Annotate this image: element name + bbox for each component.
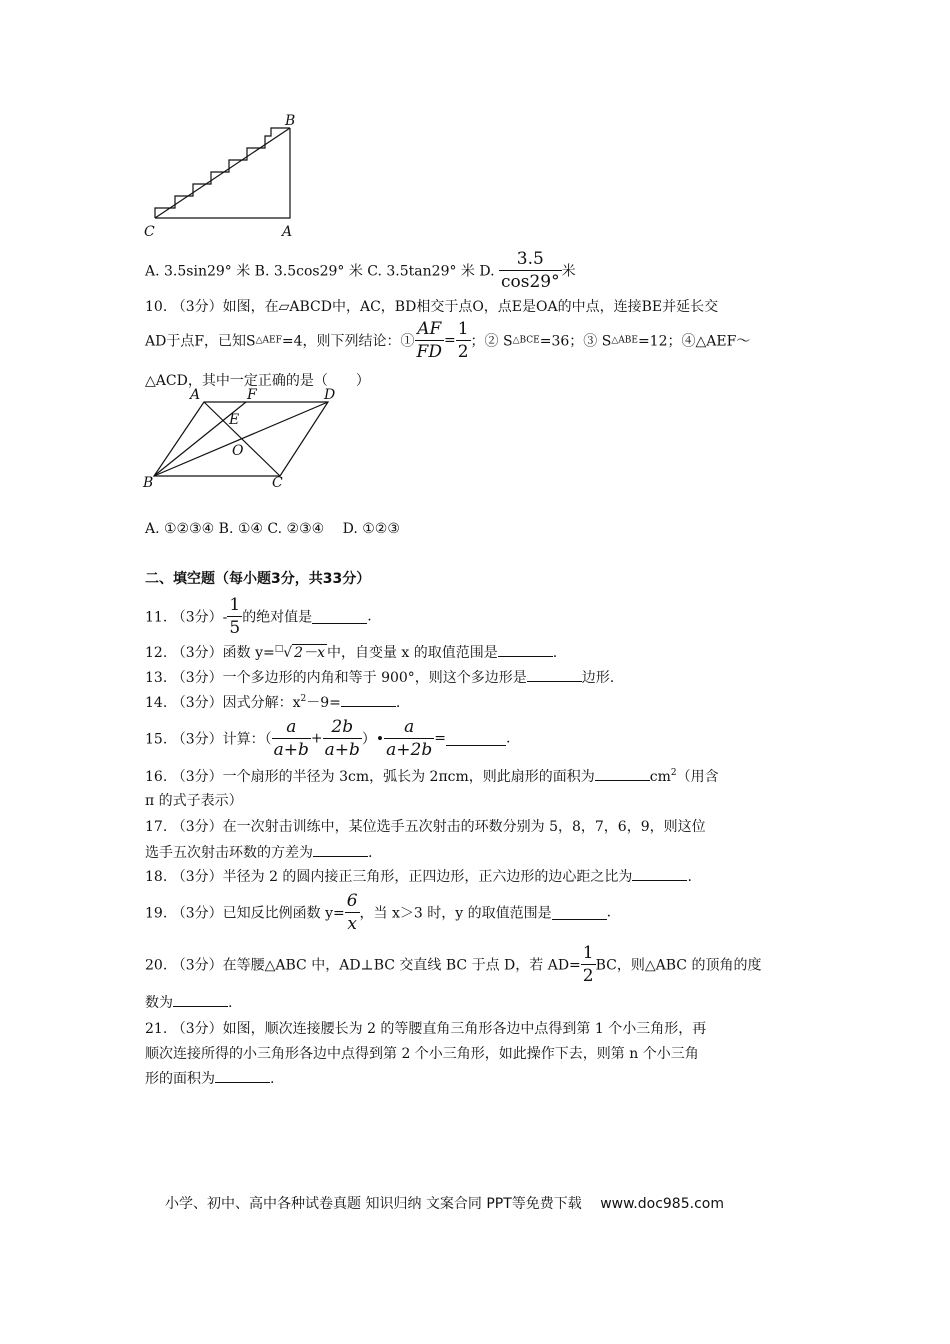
q16-sup: 2 bbox=[670, 768, 677, 778]
q13-pre: 13. （3分）一个多边形的内角和等于 900°，则这个多边形是 bbox=[145, 670, 527, 686]
q9-options bbox=[145, 248, 576, 293]
q21-line2: 顺次连接所得的小三角形各边中点得到第 2 个小三角形，如此操作下去，则第 n 个小三角 bbox=[145, 1046, 699, 1062]
q15-fraction2 bbox=[323, 716, 362, 761]
q12-pre: 12. （3分）函数 y= bbox=[145, 645, 275, 661]
q13 bbox=[145, 667, 614, 687]
q9-options-abc: A. 3.5sin29° 米 B. 3.5cos29° 米 C. 3.5tan29° 米 D. bbox=[145, 263, 495, 280]
q21-line1: 21. （3分）如图，顺次连接腰长为 2 的等腰直角三角形各边中点得到第 1 个小三角形，再 bbox=[145, 1021, 707, 1037]
q16-line1 bbox=[145, 766, 719, 786]
q20-line2-pre: 数为 bbox=[145, 995, 173, 1011]
q11-post: 的绝对值是 bbox=[242, 609, 313, 626]
q10-half-numerator: 1 bbox=[457, 319, 469, 339]
q10-text-c: ；② S bbox=[470, 333, 513, 350]
q13-answer-blank bbox=[527, 667, 582, 682]
q10-ratio-fraction bbox=[415, 318, 444, 363]
q18-answer-blank bbox=[632, 866, 687, 881]
q20-end: . bbox=[228, 995, 233, 1011]
q10-sub-bce: △BCE bbox=[512, 335, 540, 346]
q19-answer-blank bbox=[552, 905, 607, 920]
q12-root-index: □ bbox=[274, 644, 284, 654]
diagonal-bd bbox=[154, 402, 328, 476]
q14-end: . bbox=[395, 695, 401, 711]
q19-numerator: 6 bbox=[346, 891, 358, 911]
section2-heading: 二、填空题（每小题3分，共33分） bbox=[145, 571, 371, 587]
q15-f1-numerator: a bbox=[272, 716, 311, 739]
q15-mid: ）• bbox=[361, 731, 385, 748]
q16-line2: π 的式子表示） bbox=[145, 793, 243, 809]
q15-f1-denominator: a+b bbox=[273, 740, 309, 760]
q20-numerator: 1 bbox=[582, 943, 594, 963]
q15-eq: = bbox=[434, 730, 446, 747]
q11-denominator: 5 bbox=[229, 618, 241, 638]
q13-post: 边形. bbox=[581, 670, 615, 686]
q15 bbox=[145, 716, 510, 761]
q10-line1: 10. （3分）如图，在▱ABCD中，AC，BD相交于点O，点E是OA的中点，连接BE并延长交 bbox=[145, 299, 719, 315]
q10-half-denominator: 2 bbox=[457, 342, 469, 362]
q10-text-b: =4，则下列结论：① bbox=[281, 333, 415, 350]
label-a: A bbox=[190, 387, 201, 403]
q14-pre: 14. （3分）因式分解：x bbox=[145, 695, 301, 711]
q10-options: A. ①②③④ B. ①④ C. ②③④ D. ①②③ bbox=[145, 521, 400, 537]
q12-post: 中，自变量 x 的取值范围是 bbox=[326, 645, 498, 661]
q20-denominator: 2 bbox=[582, 966, 594, 986]
q10-ratio-denominator: FD bbox=[416, 342, 442, 362]
q11-numerator: 1 bbox=[229, 595, 241, 615]
q15-pre: 15. （3分）计算：（ bbox=[145, 731, 272, 748]
q20-post: BC，则△ABC 的顶角的度 bbox=[595, 957, 762, 974]
q9-d-denominator: cos29° bbox=[501, 272, 560, 292]
label-o: O bbox=[232, 443, 244, 459]
q20-line2 bbox=[145, 992, 232, 1012]
q19 bbox=[145, 890, 611, 935]
q10-eq: = bbox=[443, 332, 456, 349]
q15-f3-denominator: a+2b bbox=[386, 740, 433, 760]
q10-text-d: =36；③ S bbox=[539, 333, 612, 350]
q17-answer-blank bbox=[313, 842, 368, 857]
q19-end: . bbox=[606, 904, 612, 921]
q20-line1 bbox=[145, 942, 761, 987]
q10-line2 bbox=[145, 318, 750, 363]
parallelogram-figure bbox=[140, 384, 350, 494]
q10-sub-aef: △AEF bbox=[255, 335, 282, 346]
q10-sub-abe: △ABE bbox=[611, 335, 638, 346]
q17-end: . bbox=[368, 845, 373, 861]
stairs-label-c: C bbox=[144, 224, 155, 240]
q11-fraction bbox=[227, 594, 242, 639]
q10-half-fraction bbox=[456, 318, 471, 363]
q16-unit: cm bbox=[649, 769, 671, 785]
q20-pre: 20. （3分）在等腰△ABC 中，AD⊥BC 交直线 BC 于点 D，若 AD= bbox=[145, 957, 581, 974]
q18-end: . bbox=[687, 869, 692, 885]
q11-pre: 11. （3分）- bbox=[145, 609, 228, 626]
q14-answer-blank bbox=[341, 692, 396, 707]
q19-pre: 19. （3分）已知反比例函数 y= bbox=[145, 905, 345, 922]
q9-d-numerator: 3.5 bbox=[499, 248, 562, 271]
q10-ratio-numerator: AF bbox=[415, 318, 444, 341]
q20-answer-blank bbox=[173, 992, 228, 1007]
q14 bbox=[145, 692, 400, 712]
q12-radicand: 2－x bbox=[294, 645, 325, 661]
q15-fraction1 bbox=[272, 716, 311, 761]
stairs-label-a: A bbox=[282, 224, 293, 240]
q10-text-e: =12；④△AEF～ bbox=[637, 333, 751, 350]
label-d: D bbox=[324, 387, 336, 403]
label-b: B bbox=[143, 475, 154, 491]
q11-end: . bbox=[367, 608, 372, 625]
label-e: E bbox=[229, 412, 240, 428]
q14-post: －9= bbox=[306, 695, 341, 711]
q19-post: ，当 x＞3 时，y 的取值范围是 bbox=[359, 905, 552, 922]
q12-end: . bbox=[552, 645, 558, 661]
q12-radical-sign: √ bbox=[283, 645, 293, 661]
q18 bbox=[145, 866, 692, 886]
q15-f2-numerator: 2b bbox=[323, 716, 362, 739]
page-footer: 小学、初中、高中各种试卷真题 知识归纳 文案合同 PPT等免费下载 www.doc985.com bbox=[165, 1196, 724, 1212]
q9-d-unit: 米 bbox=[561, 263, 576, 280]
q14-sup: 2 bbox=[300, 694, 307, 704]
q17-line1: 17. （3分）在一次射击训练中，某位选手五次射击的环数分别为 5，8，7，6，9，则这位 bbox=[145, 819, 706, 835]
q21-line3 bbox=[145, 1068, 274, 1088]
q21-end: . bbox=[270, 1071, 275, 1087]
q15-answer-blank bbox=[446, 731, 506, 746]
q21-line3-pre: 形的面积为 bbox=[145, 1071, 215, 1087]
q16-post: （用含 bbox=[676, 769, 719, 785]
stairs-label-b: B bbox=[285, 113, 296, 129]
q19-fraction bbox=[345, 890, 360, 935]
q17-pre: 选手五次射击环数的方差为 bbox=[145, 845, 313, 861]
q16-answer-blank bbox=[595, 766, 650, 781]
q15-plus: + bbox=[310, 730, 323, 747]
q17-line2 bbox=[145, 842, 372, 862]
q20-fraction bbox=[581, 942, 596, 987]
label-c: C bbox=[272, 475, 283, 491]
q11-answer-blank bbox=[312, 609, 367, 624]
q15-end: . bbox=[505, 730, 511, 747]
q18-pre: 18. （3分）半径为 2 的圆内接正三角形，正四边形，正六边形的边心距之比为 bbox=[145, 869, 633, 885]
q10-line3: △ACD，其中一定正确的是（ ） bbox=[145, 373, 370, 389]
q15-f3-numerator: a bbox=[384, 716, 434, 739]
q9-option-d-fraction bbox=[499, 248, 562, 293]
q16-pre: 16. （3分）一个扇形的半径为 3cm，弧长为 2πcm，则此扇形的面积为 bbox=[145, 769, 595, 785]
q10-text-a: AD于点F，已知S bbox=[145, 333, 256, 350]
q12-answer-blank bbox=[498, 642, 553, 657]
label-f: F bbox=[247, 387, 257, 403]
q15-fraction3 bbox=[384, 716, 434, 761]
q12 bbox=[145, 642, 557, 662]
q21-answer-blank bbox=[215, 1068, 270, 1083]
q15-f2-denominator: a+b bbox=[324, 740, 360, 760]
stairs-figure bbox=[140, 110, 310, 240]
q19-denominator: x bbox=[347, 914, 357, 934]
q11 bbox=[145, 594, 372, 639]
